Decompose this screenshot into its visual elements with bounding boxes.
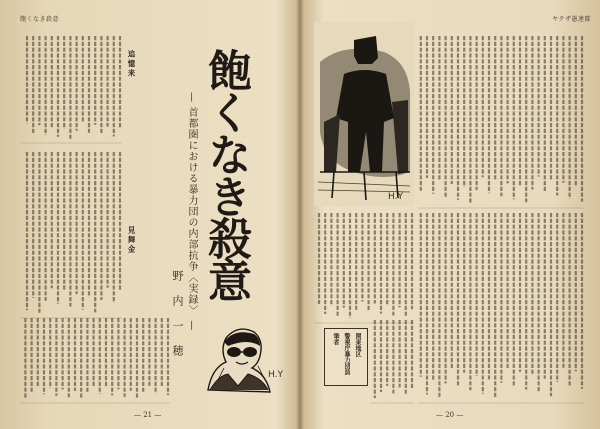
- notice-box-line-1: 関東地区: [354, 333, 361, 357]
- illustration-signature-left: H.Y: [268, 370, 283, 380]
- figure-illustration: [314, 22, 414, 206]
- running-head-left: 飽くなき殺意: [20, 16, 60, 23]
- article-subtitle: — 首都圏における暴力団の内部抗争〈実録〉 —: [186, 92, 197, 332]
- folio-right: — 20 —: [436, 411, 464, 419]
- section-heading-1: 追憶来: [127, 50, 136, 79]
- folio-left: — 21 —: [134, 411, 162, 419]
- running-head-right: ヤクザ愚連隊: [552, 16, 592, 23]
- notice-box: [324, 328, 368, 386]
- left-page: [0, 0, 298, 429]
- article-author: 野内一穂: [171, 270, 184, 370]
- right-page: [302, 0, 600, 429]
- article-title: 飽くなき殺意: [200, 48, 251, 300]
- illustration-signature-right: H.Y: [388, 192, 403, 202]
- notice-box-line-3: 筆者: [332, 333, 339, 345]
- section-heading-2: 見舞金: [127, 226, 136, 255]
- notice-box-line-2: 警視庁暴力団員: [343, 333, 350, 375]
- portrait-illustration: [198, 320, 282, 394]
